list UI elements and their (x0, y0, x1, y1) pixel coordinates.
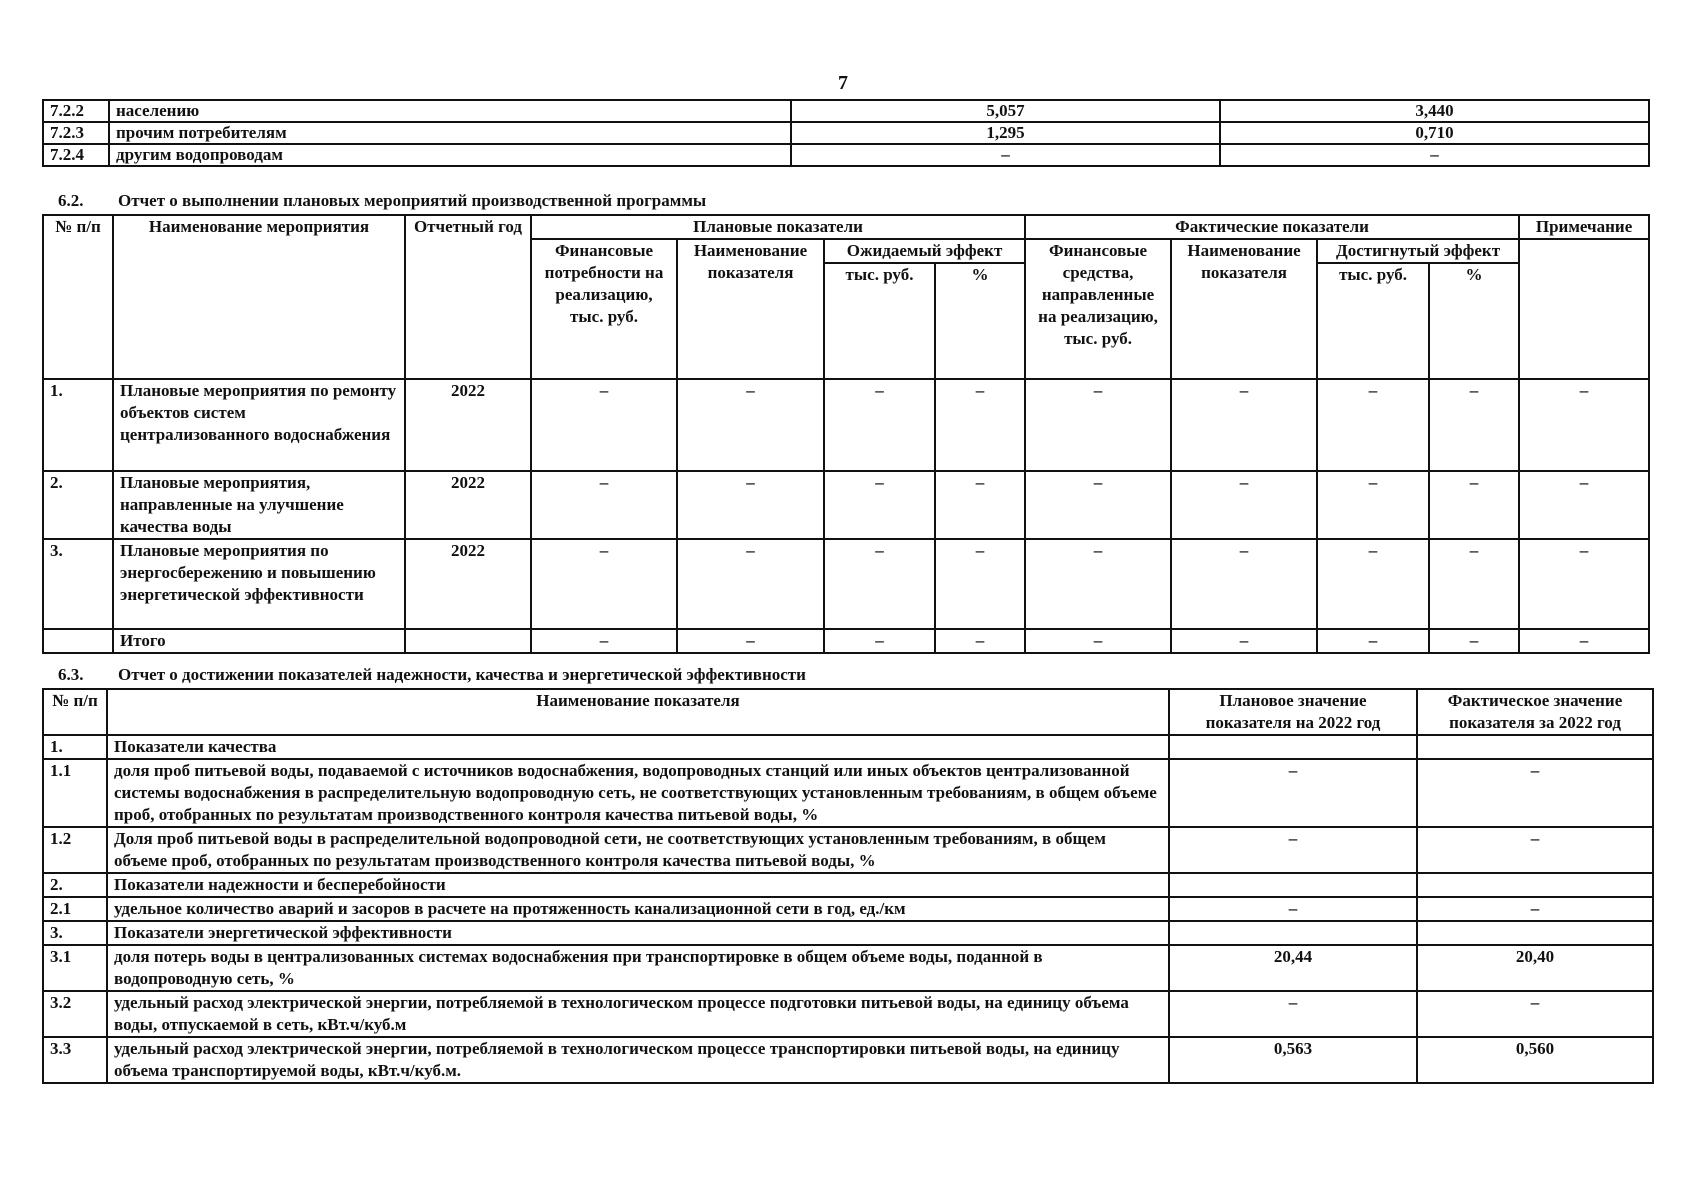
row-label: другим водопроводам (109, 144, 791, 166)
header-fact: Фактическое значение показателя за 2022 год (1417, 689, 1653, 735)
row-number: 3. (43, 539, 113, 629)
header-plan: Плановое значение показателя на 2022 год (1169, 689, 1417, 735)
dash-cell: – (677, 471, 824, 539)
section-title-text: Отчет о достижении показателей надежности, качества и энергетической эффективности (118, 665, 806, 684)
row-year: 2022 (405, 471, 531, 539)
indicators-table (42, 688, 1654, 1084)
header-act-indicator: Наименование показателя (1171, 239, 1317, 379)
plan-value: – (1169, 759, 1417, 827)
table-row (43, 1037, 1653, 1083)
header-note-empty (1519, 239, 1649, 379)
row-name: Плановые мероприятия, направленные на улучшение качества воды (113, 471, 405, 539)
row-number: 3.3 (43, 1037, 107, 1083)
header-num: № п/п (43, 215, 113, 379)
row-number: 2. (43, 873, 107, 897)
dash-cell: – (1171, 471, 1317, 539)
row-label: населению (109, 100, 791, 122)
row-number: 7.2.2 (43, 100, 109, 122)
dash-cell: – (531, 629, 677, 653)
row-year: 2022 (405, 539, 531, 629)
plan-value (1169, 873, 1417, 897)
dash-cell: – (531, 379, 677, 471)
dash-cell: – (1317, 629, 1429, 653)
dash-cell: – (1519, 539, 1649, 629)
header-actual: Фактические показатели (1025, 215, 1519, 239)
row-number: 3. (43, 921, 107, 945)
section-number: 6.3. (58, 665, 84, 684)
plan-value: 20,44 (1169, 945, 1417, 991)
dash-cell: – (677, 629, 824, 653)
dash-cell: – (824, 539, 935, 629)
header-row (43, 215, 1649, 239)
table-row (43, 539, 1649, 629)
row-number: 3.2 (43, 991, 107, 1037)
row-number: 1. (43, 379, 113, 471)
section-title-text: Отчет о выполнении плановых мероприятий производственной программы (118, 191, 707, 210)
header-name: Наименование показателя (107, 689, 1169, 735)
section-number: 6.2. (58, 191, 84, 210)
table-row (43, 921, 1653, 945)
table-row (43, 122, 1649, 144)
row-name: Показатели качества (107, 735, 1169, 759)
row-label: прочим потребителям (109, 122, 791, 144)
dash-cell: – (824, 379, 935, 471)
table-row (43, 759, 1653, 827)
plan-value: 0,563 (1169, 1037, 1417, 1083)
dash-cell: – (1025, 539, 1171, 629)
row-name: доля потерь воды в централизованных системах водоснабжения при транспортировке в общем объеме воды, поданной в водопроводную сеть, % (107, 945, 1169, 991)
table-row (43, 945, 1653, 991)
fact-value: – (1417, 897, 1653, 921)
header-planned: Плановые показатели (531, 215, 1025, 239)
dash-cell: – (1519, 629, 1649, 653)
fact-value: – (1417, 759, 1653, 827)
dash-cell: – (1025, 379, 1171, 471)
plan-value: – (1169, 897, 1417, 921)
row-number: 1. (43, 735, 107, 759)
row-number: 1.1 (43, 759, 107, 827)
value-cell: 3,440 (1220, 100, 1649, 122)
fact-value (1417, 921, 1653, 945)
row-number: 7.2.4 (43, 144, 109, 166)
fact-value: 20,40 (1417, 945, 1653, 991)
dash-cell: – (1429, 629, 1519, 653)
header-act-effect: Достигнутый эффект (1317, 239, 1519, 263)
dash-cell: – (1171, 379, 1317, 471)
table-row (43, 827, 1653, 873)
dash-cell: – (1171, 539, 1317, 629)
table-row (43, 873, 1653, 897)
dash-cell: – (935, 539, 1025, 629)
row-number: 2.1 (43, 897, 107, 921)
dash-cell: – (1429, 379, 1519, 471)
header-row (43, 689, 1653, 735)
table-row (43, 379, 1649, 471)
header-thous-rub: тыс. руб. (824, 263, 935, 379)
header-plan-indicator: Наименование показателя (677, 239, 824, 379)
value-cell: 1,295 (791, 122, 1220, 144)
dash-cell: – (677, 539, 824, 629)
page-number: 7 (838, 72, 848, 94)
dash-cell: – (531, 471, 677, 539)
fact-value (1417, 735, 1653, 759)
plan-value: – (1169, 827, 1417, 873)
header-act-fin: Финансовые средства, направленные на реализацию, тыс. руб. (1025, 239, 1171, 379)
consumers-table (42, 99, 1650, 167)
header-plan-effect: Ожидаемый эффект (824, 239, 1025, 263)
table-row (43, 991, 1653, 1037)
row-name: удельный расход электрической энергии, потребляемой в технологическом процессе подготовки питьевой воды, на единицу объема воды, отпускаемой в сеть, кВт.ч/куб.м (107, 991, 1169, 1037)
dash-cell: – (824, 471, 935, 539)
dash-cell: – (1025, 471, 1171, 539)
row-name: удельное количество аварий и засоров в расчете на протяженность канализационной сети в год, ед./км (107, 897, 1169, 921)
fact-value: – (1417, 827, 1653, 873)
table-row (43, 897, 1653, 921)
fact-value: 0,560 (1417, 1037, 1653, 1083)
table-row (43, 100, 1649, 122)
dash-cell: – (935, 629, 1025, 653)
table-row (43, 471, 1649, 539)
dash-cell: – (1317, 379, 1429, 471)
dash-cell: – (1519, 471, 1649, 539)
dash-cell: – (1171, 629, 1317, 653)
row-name: Плановые мероприятия по ремонту объектов систем централизованного водоснабжения (113, 379, 405, 471)
header-name: Наименование мероприятия (113, 215, 405, 379)
dash-cell: – (1317, 471, 1429, 539)
value-cell: 5,057 (791, 100, 1220, 122)
row-year: 2022 (405, 379, 531, 471)
table-row (43, 735, 1653, 759)
row-name: Доля проб питьевой воды в распределительной водопроводной сети, не соответствующих установленным требованиям, в общем объеме проб, отобранных по результатам производственного контроля качества питьевой воды, % (107, 827, 1169, 873)
plan-value (1169, 921, 1417, 945)
header-year: Отчетный год (405, 215, 531, 379)
dash-cell: – (824, 629, 935, 653)
plan-value: – (1169, 991, 1417, 1037)
dash-cell: – (1025, 629, 1171, 653)
row-name: доля проб питьевой воды, подаваемой с источников водоснабжения, водопроводных станций или иных объектов централизованной системы водоснабжения в распределительную водопроводную сеть, не соответствующих установленным требованиям, в общем объеме проб, отобранных по результатам производственного контроля качества питьевой воды, % (107, 759, 1169, 827)
dash-cell: – (935, 379, 1025, 471)
dash-cell: – (1519, 379, 1649, 471)
row-number: 3.1 (43, 945, 107, 991)
dash-cell: – (531, 539, 677, 629)
plan-value (1169, 735, 1417, 759)
row-number-empty (43, 629, 113, 653)
total-row (43, 629, 1649, 653)
row-name: удельный расход электрической энергии, потребляемой в технологическом процессе транспортировки питьевой воды, на единицу объема транспортируемой воды, кВт.ч/куб.м. (107, 1037, 1169, 1083)
header-thous-rub: тыс. руб. (1317, 263, 1429, 379)
row-name: Плановые мероприятия по энергосбережению и повышению энергетической эффективности (113, 539, 405, 629)
value-cell: – (1220, 144, 1649, 166)
value-cell: 0,710 (1220, 122, 1649, 144)
fact-value (1417, 873, 1653, 897)
row-number: 2. (43, 471, 113, 539)
table-row (43, 144, 1649, 166)
section-63-title (58, 665, 806, 685)
activities-table (42, 214, 1650, 654)
fact-value: – (1417, 991, 1653, 1037)
row-name: Показатели надежности и бесперебойности (107, 873, 1169, 897)
section-62-title (58, 191, 706, 211)
year-empty (405, 629, 531, 653)
row-number: 1.2 (43, 827, 107, 873)
header-num: № п/п (43, 689, 107, 735)
value-cell: – (791, 144, 1220, 166)
dash-cell: – (677, 379, 824, 471)
total-label: Итого (113, 629, 405, 653)
header-plan-fin: Финансовые потребности на реализацию, тыс. руб. (531, 239, 677, 379)
dash-cell: – (1429, 539, 1519, 629)
header-percent: % (1429, 263, 1519, 379)
header-percent: % (935, 263, 1025, 379)
dash-cell: – (935, 471, 1025, 539)
header-note: Примечание (1519, 215, 1649, 239)
dash-cell: – (1317, 539, 1429, 629)
dash-cell: – (1429, 471, 1519, 539)
row-name: Показатели энергетической эффективности (107, 921, 1169, 945)
row-number: 7.2.3 (43, 122, 109, 144)
